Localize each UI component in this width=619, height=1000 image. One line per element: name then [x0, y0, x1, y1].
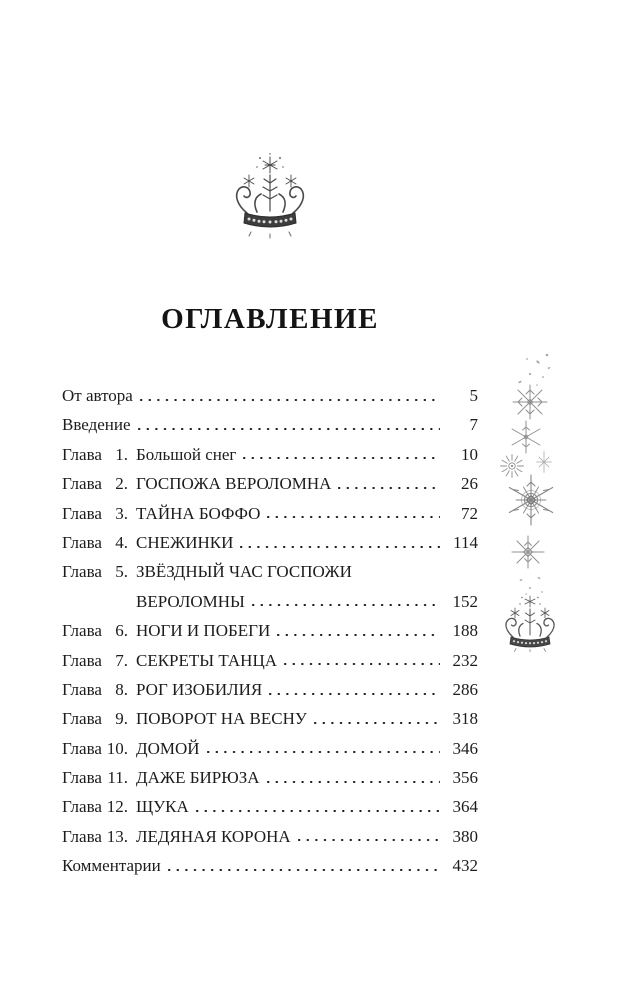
- toc-entry: [62, 440, 478, 469]
- toc-entry-chapter-word: Глава: [62, 474, 102, 494]
- crown-small-icon: [498, 594, 562, 657]
- toc-entry-page: 356: [452, 768, 478, 788]
- toc-entry-chapter-word: Глава: [62, 532, 102, 552]
- toc-entry-chapter-word: Глава: [62, 621, 102, 641]
- toc-entry-page: 364: [452, 797, 478, 817]
- toc-entry-chapter-num: 13.: [106, 826, 128, 846]
- toc-entry-title: От автора: [62, 386, 133, 405]
- dot-leader: [267, 781, 441, 783]
- toc-entry-title: ЗВЁЗДНЫЙ ЧАС ГОСПОЖИ: [136, 562, 352, 582]
- toc-entry-chapter-num: 8.: [115, 679, 128, 699]
- toc-entry-chapter-num: 3.: [115, 503, 128, 523]
- toc-entry-title: Комментарии: [62, 856, 161, 876]
- toc-entry-chapter-word: Глава: [62, 826, 102, 846]
- toc-entry-page: 26: [461, 474, 478, 494]
- dot-leader: [138, 428, 440, 430]
- toc-entry-chapter-word: Глава: [62, 797, 102, 817]
- dot-leader: [284, 663, 440, 665]
- toc-entry: [62, 381, 478, 410]
- toc-entry: [62, 646, 478, 675]
- toc-entry-chapter-num: 9.: [115, 709, 128, 729]
- dot-leader: [314, 722, 440, 724]
- toc-entry-page: 7: [469, 415, 478, 435]
- toc-entry-title: СЕКРЕТЫ ТАНЦА: [136, 650, 278, 670]
- table-of-contents: [62, 381, 478, 881]
- toc-entry-chapter-word: Глава: [62, 679, 102, 699]
- toc-entry-title: Большой снег: [136, 444, 237, 464]
- toc-entry: [62, 792, 478, 821]
- dot-leader: [277, 634, 440, 636]
- toc-entry-page: 380: [452, 826, 478, 846]
- toc-entry: [62, 616, 478, 645]
- toc-entry: [62, 704, 478, 733]
- dot-leader: [140, 399, 440, 401]
- toc-entry: [62, 822, 478, 851]
- toc-entry-page: 72: [461, 503, 478, 523]
- toc-entry-page: 188: [452, 621, 478, 641]
- toc-entry-chapter-num: 2.: [115, 474, 128, 494]
- toc-entry: [62, 469, 478, 498]
- toc-entry-chapter-word: Глава: [62, 709, 102, 729]
- dot-leader: [196, 810, 440, 812]
- toc-entry-chapter-word: Глава: [62, 768, 102, 788]
- toc-entry-title: ЩУКА: [136, 797, 189, 817]
- dot-leader: [168, 869, 440, 871]
- toc-entry: [62, 851, 478, 880]
- toc-entry-title: ГОСПОЖА ВЕРОЛОМНА: [136, 474, 332, 494]
- dot-leader: [267, 516, 440, 518]
- toc-entry-page: 232: [452, 650, 478, 670]
- toc-entry-chapter-word: Глава: [62, 444, 102, 464]
- toc-entry: [62, 499, 478, 528]
- toc-entry-title: НОГИ И ПОБЕГИ: [136, 621, 271, 641]
- toc-entry: [62, 410, 478, 439]
- toc-entry-page: 10: [461, 444, 478, 464]
- toc-entry-page: 346: [452, 738, 478, 758]
- toc-entry-title: ТАЙНА БОФФО: [136, 503, 261, 523]
- toc-entry: [62, 734, 478, 763]
- toc-entry-title: Введение: [62, 415, 131, 435]
- toc-entry-chapter-num: 4.: [115, 532, 128, 552]
- snowfall-ornament-column: [492, 350, 582, 662]
- toc-entry-chapter-num: 7.: [115, 650, 128, 670]
- toc-entry-chapter-num: 6.: [115, 621, 128, 641]
- crown-ornament-icon: [226, 153, 314, 241]
- toc-entry-title: ЛЕДЯНАЯ КОРОНА: [136, 826, 291, 846]
- toc-entry-chapter-word: Глава: [62, 562, 102, 582]
- dot-leader: [252, 604, 440, 606]
- toc-entry-chapter-num: 10.: [106, 738, 128, 758]
- toc-entry-chapter-word: Глава: [62, 650, 102, 670]
- toc-entry: [62, 763, 478, 792]
- toc-entry-chapter-num: 12.: [106, 797, 128, 817]
- dot-leader: [240, 546, 440, 548]
- snowflake-medium-icon: [509, 533, 547, 576]
- dot-leader: [269, 693, 440, 695]
- toc-entry-title: ДАЖЕ БИРЮЗА: [136, 768, 260, 788]
- toc-entry-chapter-num: 11.: [107, 768, 128, 788]
- toc-entry-title: ПОВОРОТ НА ВЕСНУ: [136, 709, 307, 729]
- snowflake-large-icon: [504, 473, 558, 532]
- toc-entry-title-line2: ВЕРОЛОМНЫ: [136, 591, 245, 611]
- toc-entry: [62, 528, 478, 557]
- dot-leader: [298, 839, 440, 841]
- toc-entry-chapter-word: Глава: [62, 738, 102, 758]
- toc-entry-page: 114: [453, 532, 478, 552]
- toc-entry: [62, 557, 478, 586]
- toc-entry-chapter-num: 5.: [115, 562, 128, 582]
- toc-entry-page: 286: [452, 679, 478, 699]
- toc-entry-chapter-num: 1.: [115, 444, 128, 464]
- toc-entry-chapter-word: Глава: [62, 503, 102, 523]
- dot-leader: [207, 751, 440, 753]
- toc-entry-continuation: [62, 587, 478, 616]
- toc-entry-page: 318: [452, 709, 478, 729]
- toc-entry-title: ДОМОЙ: [136, 738, 200, 758]
- dot-leader: [338, 487, 440, 489]
- toc-entry: [62, 675, 478, 704]
- page-title: ОГЛАВЛЕНИЕ: [161, 303, 379, 335]
- toc-entry-page: 432: [452, 856, 478, 876]
- toc-entry-title: СНЕЖИНКИ: [136, 532, 234, 552]
- toc-entry-page: 5: [469, 386, 478, 405]
- toc-entry-title: РОГ ИЗОБИЛИЯ: [136, 679, 263, 699]
- toc-entry-page: 152: [452, 591, 478, 611]
- dot-leader: [243, 457, 440, 459]
